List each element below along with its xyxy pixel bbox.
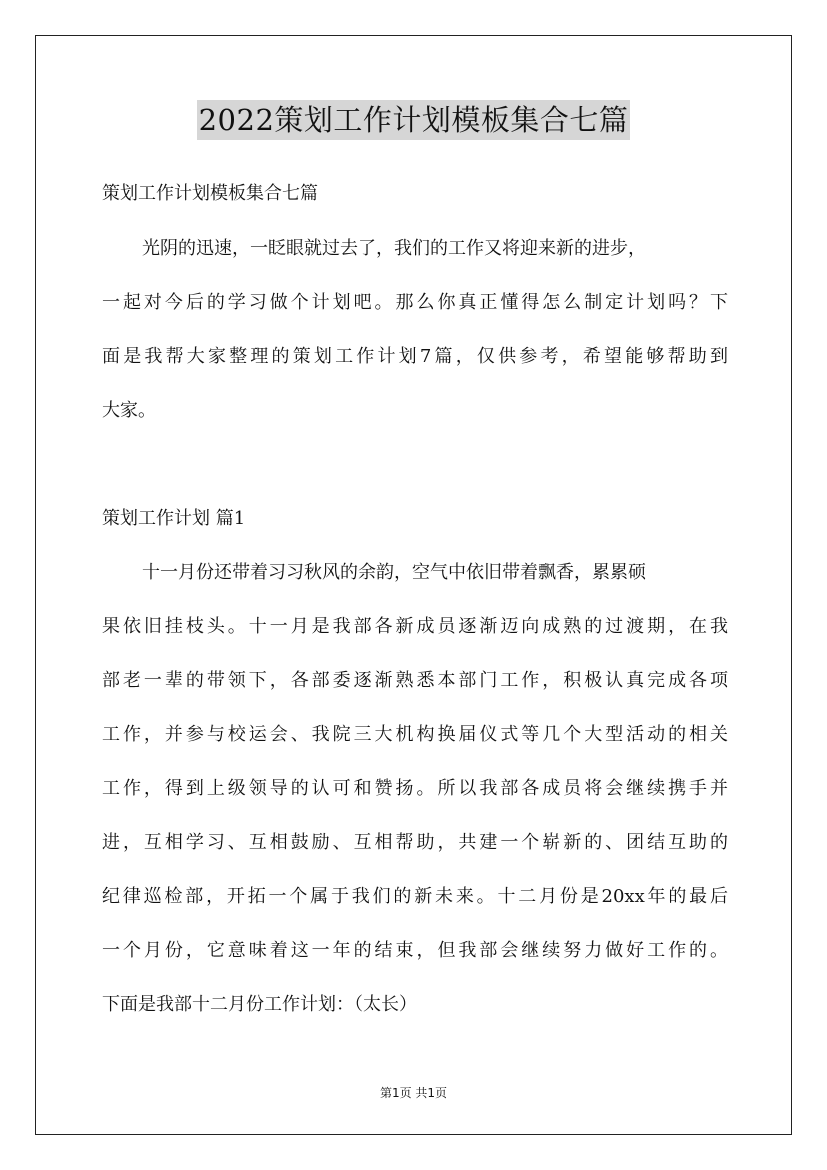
document-title: 2022策划工作计划模板集合七篇: [197, 100, 631, 140]
section-heading: 策划工作计划 篇1: [102, 508, 246, 529]
section-line: 进，互相学习、互相鼓励、互相帮助，共建一个崭新的、团结互助的: [102, 832, 728, 853]
intro-line: 面是我帮大家整理的策划工作计划7篇，仅供参考，希望能够帮助到: [102, 346, 728, 367]
section-line: 一个月份，它意味着这一年的结束，但我部会继续努力做好工作的。: [102, 940, 728, 961]
intro-line: 光阴的迅速，一眨眼就过去了，我们的工作又将迎来新的进步，: [142, 238, 646, 259]
document-subtitle: 策划工作计划模板集合七篇: [102, 183, 318, 204]
section-line: 下面是我部十二月份工作计划：（太长）: [102, 994, 417, 1015]
section-line: 十一月份还带着习习秋风的余韵，空气中依旧带着飘香，累累硕: [142, 562, 646, 583]
section-line: 果依旧挂枝头。十一月是我部各新成员逐渐迈向成熟的过渡期，在我: [102, 616, 728, 637]
section-line: 工作，并参与校运会、我院三大机构换届仪式等几个大型活动的相关: [102, 724, 728, 745]
section-line: 工作，得到上级领导的认可和赞扬。所以我部各成员将会继续携手并: [102, 778, 728, 799]
section-line: 部老一辈的带领下，各部委逐渐熟悉本部门工作，积极认真完成各项: [102, 670, 728, 691]
intro-line: 大家。: [102, 400, 156, 421]
page-footer: [0, 1084, 827, 1101]
section-line: 纪律巡检部，开拓一个属于我们的新未来。十二月份是20xx年的最后: [102, 886, 728, 907]
title-container: [0, 100, 827, 140]
intro-line: 一起对今后的学习做个计划吧。那么你真正懂得怎么制定计划吗？下: [102, 292, 728, 313]
page-number: 第1页 共1页: [379, 1086, 448, 1100]
